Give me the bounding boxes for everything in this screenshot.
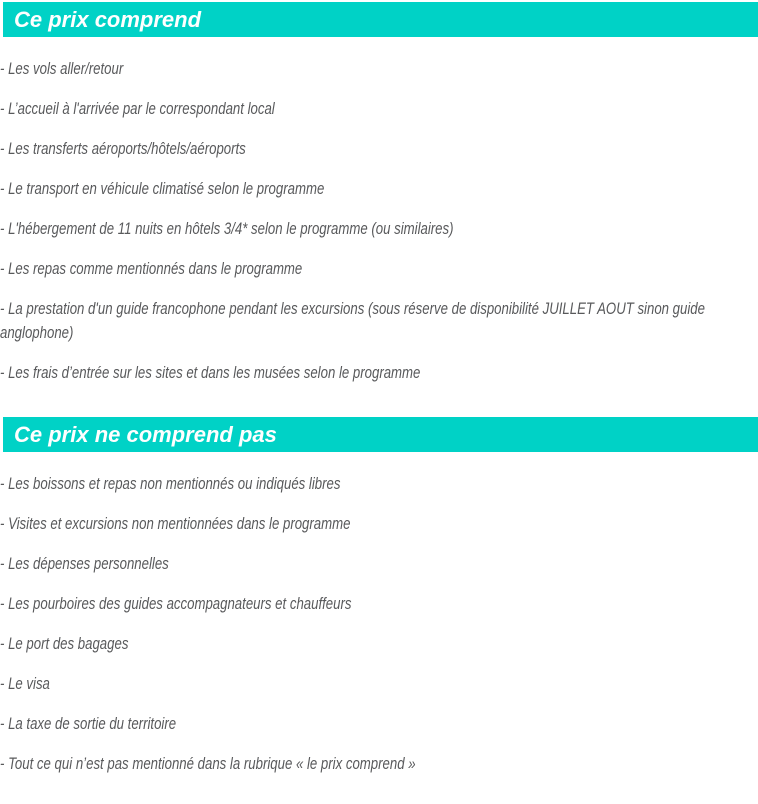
- price-excludes-list: [0, 452, 758, 776]
- list-item: - Les repas comme mentionnés dans le programme: [0, 260, 303, 278]
- list-item: - Les transferts aéroports/hôtels/aéroports: [0, 140, 246, 158]
- list-item: - Les vols aller/retour: [0, 60, 124, 78]
- list-item: - Les pourboires des guides accompagnateurs et chauffeurs: [0, 595, 352, 613]
- price-includes-list: [0, 37, 758, 385]
- list-item: - Les boissons et repas non mentionnés ou indiqués libres: [0, 475, 341, 493]
- list-item: - L’accueil à l'arrivée par le correspondant local: [0, 100, 275, 118]
- list-item: - Les dépenses personnelles: [0, 555, 169, 573]
- price-includes-title-bar: Ce prix comprend: [3, 2, 758, 37]
- price-includes-section: [0, 2, 758, 385]
- price-excludes-section: [0, 417, 758, 776]
- list-item: - L'hébergement de 11 nuits en hôtels 3/4* selon le programme (ou similaires): [0, 220, 454, 238]
- list-item: - Le visa: [0, 675, 50, 693]
- list-item: - La prestation d'un guide francophone pendant les excursions (sous réserve de disponibilité JUILLET AOUT sinon guide anglophone): [0, 300, 705, 342]
- list-item: - Le transport en véhicule climatisé selon le programme: [0, 180, 325, 198]
- list-item: - Le port des bagages: [0, 635, 129, 653]
- list-item: - Tout ce qui n’est pas mentionné dans la rubrique « le prix comprend »: [0, 755, 416, 773]
- list-item: - Visites et excursions non mentionnées dans le programme: [0, 515, 351, 533]
- list-item: - La taxe de sortie du territoire: [0, 715, 177, 733]
- list-item: - Les frais d’entrée sur les sites et dans les musées selon le programme: [0, 364, 421, 382]
- price-excludes-title-bar: Ce prix ne comprend pas: [3, 417, 758, 452]
